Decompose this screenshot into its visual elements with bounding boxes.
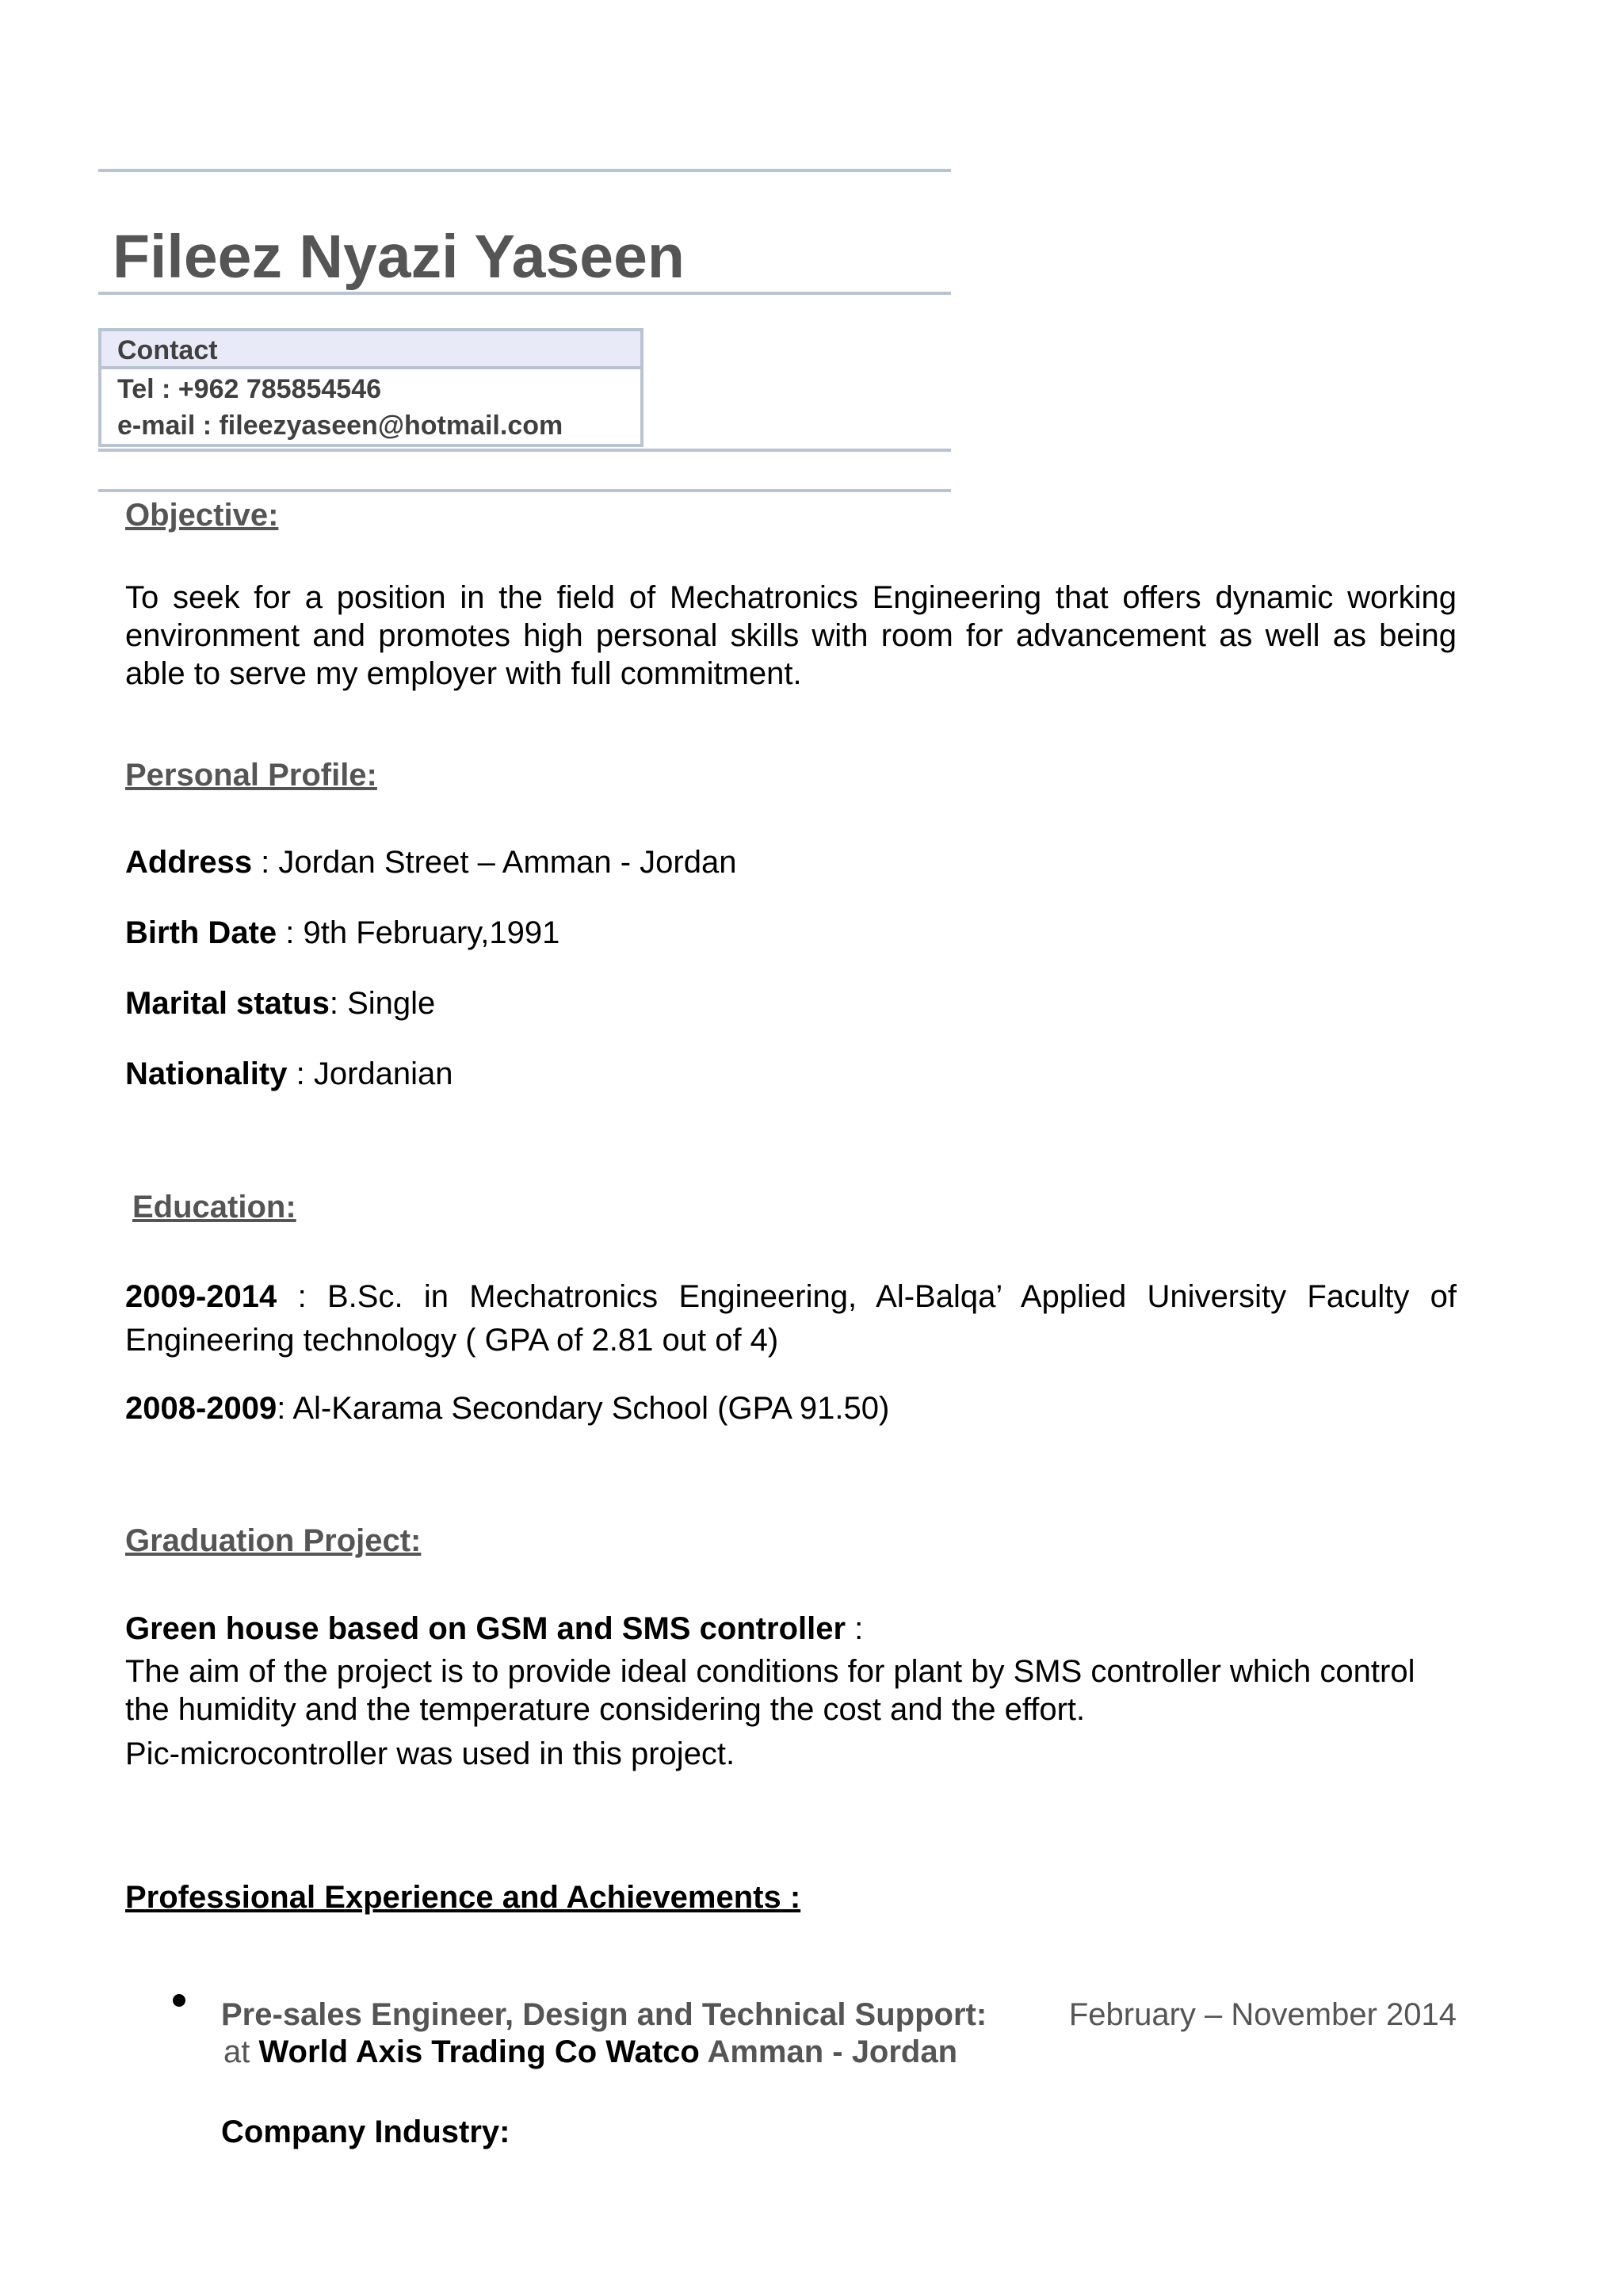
project-heading: Graduation Project: [125,1523,422,1558]
job-title-line [221,1996,1457,2034]
contact-tel: Tel : +962 785854546 [117,374,382,404]
education-text-2: : Al-Karama Secondary School (GPA 91.50) [277,1391,890,1426]
contact-email: e-mail : fileezyaseen@hotmail.com [117,411,563,441]
contact-title: Contact [101,331,640,369]
project-note: Pic-microcontroller was used in this project. [125,1736,735,1771]
nationality-label: Nationality [125,1056,288,1091]
education-item-2 [125,1389,889,1427]
nationality-value: : Jordanian [287,1056,453,1091]
marital-status-label: Marital status [125,986,330,1021]
address-label: Address [125,845,253,880]
objective-text: To seek for a position in the field of Mechatronics Engineering that offers dynamic working environment and promotes high personal skills with room for advancement as well as being able to serve my employer with full commitment. [125,580,1457,691]
personal-heading: Personal Profile: [125,758,377,793]
experience-heading: Professional Experience and Achievements : [125,1880,801,1915]
education-years-1: 2009-2014 [125,1279,277,1314]
project-title: Green house based on GSM and SMS controller [125,1611,846,1646]
marital-status-value: : Single [329,986,436,1021]
project-title-line [125,1610,863,1648]
job-location: Amman - Jordan [699,2034,958,2069]
birth-date-label: Birth Date [125,915,277,950]
job-at: at [223,2034,259,2069]
education-text-1: : B.Sc. in Mechatronics Engineering, Al-Balqa’ Applied University Faculty of Engineering technology ( GPA of 2.81 out of 4) [125,1279,1457,1358]
top-rule [98,169,951,172]
marital-status-line [125,984,435,1022]
address-line [125,843,736,881]
bullet-icon [173,1994,185,2007]
contact-box [98,328,643,447]
project-title-suffix: : [846,1611,864,1646]
job-company: World Axis Trading Co Watco [258,2034,700,2069]
company-industry-label: Company Industry: [221,2115,510,2149]
project-text: The aim of the project is to provide ideal conditions for plant by SMS controller which control the humidity and the temperature considering the cost and the effort. [125,1654,1415,1727]
job-period: February – November 2014 [1068,1997,1457,2032]
birth-date-value: : 9th February,1991 [277,915,560,950]
objective-heading: Objective: [125,498,279,533]
job-role: Pre-sales Engineer, Design and Technical Support: [221,1997,987,2032]
job-company-line [223,2033,957,2071]
candidate-name: Fileez Nyazi Yaseen [113,223,685,291]
name-underline [98,292,951,295]
education-heading: Education: [132,1190,296,1224]
birth-date-line [125,914,559,952]
address-value: : Jordan Street – Amman - Jordan [252,845,737,880]
contact-rule-2 [98,489,951,492]
education-years-2: 2008-2009 [125,1391,277,1426]
contact-rule-1 [98,449,951,452]
education-item-1 [125,1275,1457,1362]
nationality-line [125,1055,453,1093]
